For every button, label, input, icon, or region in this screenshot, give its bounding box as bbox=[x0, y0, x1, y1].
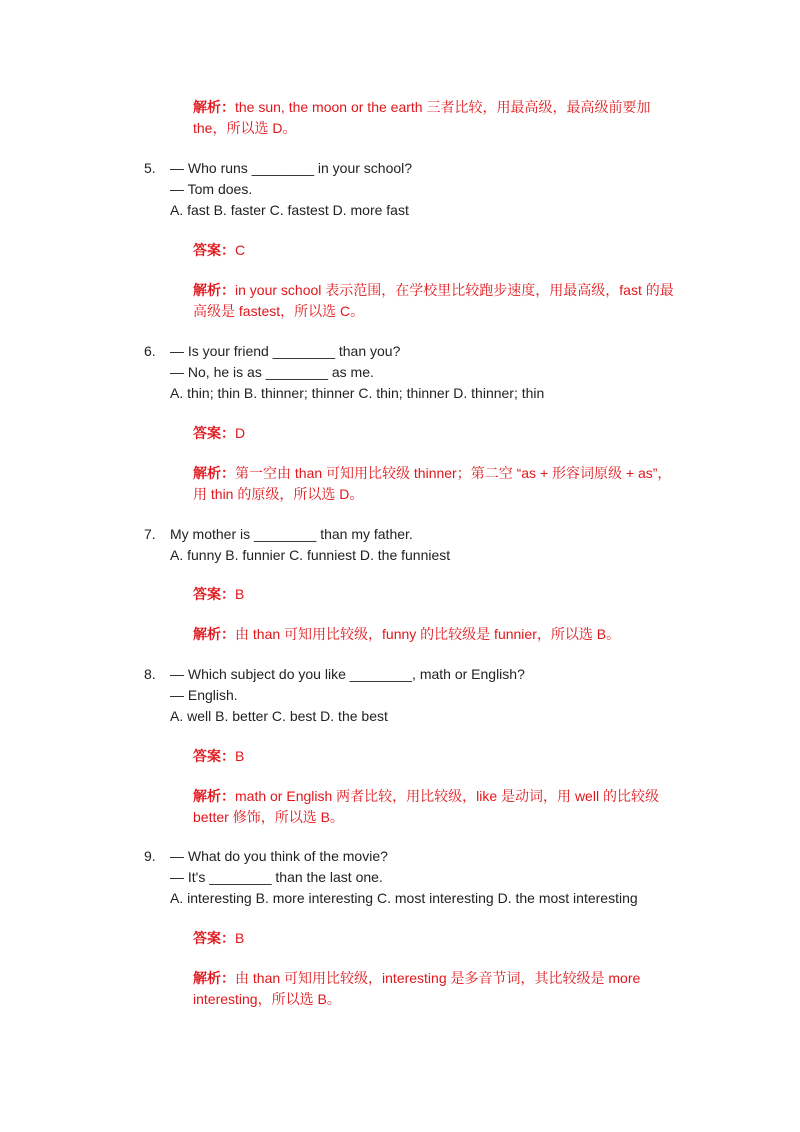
analysis-text: 由 than 可知用比较级，interesting 是多音节词，其比较级是 more interesting，所以选 B。 bbox=[193, 970, 641, 1007]
question-options: A. fast B. faster C. fastest D. more fast bbox=[170, 202, 409, 218]
question-number: 8. bbox=[144, 666, 156, 682]
question-line: — What do you think of the movie? bbox=[170, 848, 388, 864]
question-line: — No, he is as ________ as me. bbox=[170, 364, 374, 380]
question-number: 9. bbox=[144, 848, 156, 864]
answer-q7 bbox=[193, 584, 244, 605]
answer-label: 答案： bbox=[193, 425, 235, 441]
answer-value: B bbox=[235, 748, 245, 764]
analysis-note-q7 bbox=[193, 624, 685, 645]
question-options: A. funny B. funnier C. funniest D. the funniest bbox=[170, 547, 451, 563]
question-number: 7. bbox=[144, 526, 156, 542]
analysis-text: in your school 表示范围，在学校里比较跑步速度，用最高级，fast 的最高级是 fastest，所以选 C。 bbox=[193, 282, 674, 319]
question-options: A. thin; thin B. thinner; thinner C. thin; thinner D. thinner; thin bbox=[170, 385, 545, 401]
analysis-label: 解析： bbox=[193, 970, 235, 986]
question-line: — Is your friend ________ than you? bbox=[170, 343, 401, 359]
answer-q8 bbox=[193, 746, 244, 767]
analysis-note-q8 bbox=[193, 786, 685, 828]
analysis-label: 解析： bbox=[193, 626, 235, 642]
question-line: — English. bbox=[170, 687, 238, 703]
analysis-label: 解析： bbox=[193, 99, 235, 115]
answer-value: D bbox=[235, 425, 246, 441]
answer-value: B bbox=[235, 930, 245, 946]
analysis-label: 解析： bbox=[193, 788, 235, 804]
question-line: — It's ________ than the last one. bbox=[170, 869, 383, 885]
analysis-text: math or English 两者比较，用比较级，like 是动词，用 well 的比较级 better 修饰，所以选 B。 bbox=[193, 788, 659, 825]
analysis-note-q6 bbox=[193, 463, 685, 505]
question-number: 6. bbox=[144, 343, 156, 359]
analysis-note-q9 bbox=[193, 968, 685, 1010]
analysis-text: 第一空由 than 可知用比较级 thinner；第二空 “as + 形容词原级 + as”，用 thin 的原级，所以选 D。 bbox=[193, 465, 672, 502]
answer-label: 答案： bbox=[193, 748, 235, 764]
question-line: — Who runs ________ in your school? bbox=[170, 160, 413, 176]
analysis-note-q4 bbox=[193, 97, 685, 139]
answer-value: B bbox=[235, 586, 245, 602]
question-number: 5. bbox=[144, 160, 156, 176]
question-options: A. interesting B. more interesting C. most interesting D. the most interesting bbox=[170, 890, 638, 906]
analysis-label: 解析： bbox=[193, 282, 235, 298]
answer-value: C bbox=[235, 242, 246, 258]
question-line: — Which subject do you like ________, math or English? bbox=[170, 666, 525, 682]
answer-q9 bbox=[193, 928, 244, 949]
answer-q5 bbox=[193, 240, 245, 261]
answer-label: 答案： bbox=[193, 586, 235, 602]
analysis-text: 由 than 可知用比较级，funny 的比较级是 funnier，所以选 B。 bbox=[235, 626, 621, 642]
analysis-label: 解析： bbox=[193, 465, 235, 481]
analysis-note-q5 bbox=[193, 280, 685, 322]
answer-q6 bbox=[193, 423, 245, 444]
answer-label: 答案： bbox=[193, 242, 235, 258]
question-line: My mother is ________ than my father. bbox=[170, 526, 413, 542]
answer-label: 答案： bbox=[193, 930, 235, 946]
question-line: — Tom does. bbox=[170, 181, 253, 197]
question-options: A. well B. better C. best D. the best bbox=[170, 708, 388, 724]
analysis-text: the sun, the moon or the earth 三者比较，用最高级，最高级前要加 the，所以选 D。 bbox=[193, 99, 651, 136]
